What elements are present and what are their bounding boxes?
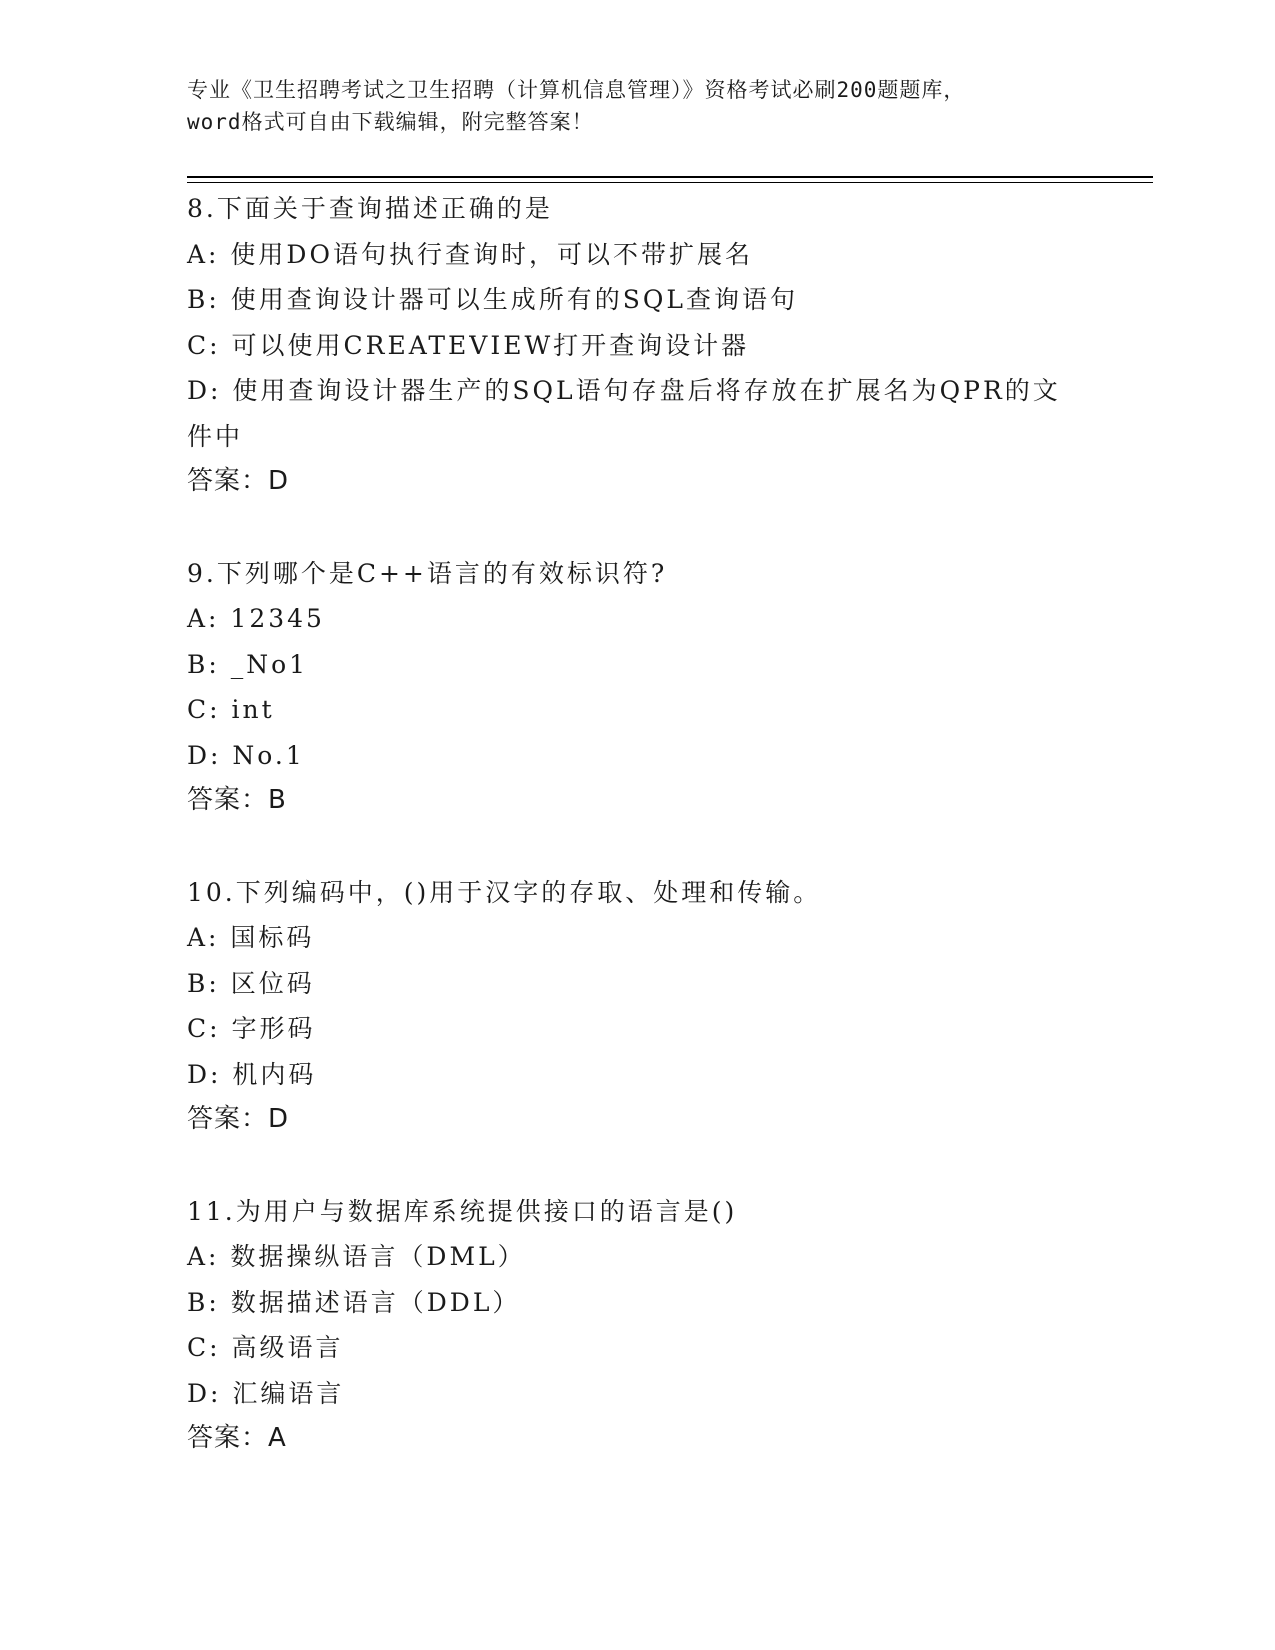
header-line-2: word格式可自由下载编辑，附完整答案！ [187, 110, 594, 134]
option-b: B: 数据描述语言（DDL） [187, 1287, 521, 1317]
header-line-1: 专业《卫生招聘考试之卫生招聘（计算机信息管理）》资格考试必刷200题题库， [187, 78, 966, 102]
document-header [187, 74, 1087, 138]
question-11 [187, 1189, 1087, 1462]
question-8 [187, 186, 1087, 505]
option-b: B: 使用查询设计器可以生成所有的SQL查询语句 [187, 285, 798, 314]
question-stem: 9.下列哪个是C++语言的有效标识符? [187, 558, 668, 588]
option-d: D: 机内码 [187, 1059, 317, 1089]
question-list [187, 186, 1087, 1508]
header-divider-thin [187, 182, 1153, 183]
answer-line: 答案：B [187, 785, 287, 815]
question-stem: 10.下列编码中，()用于汉字的存取、处理和传输。 [187, 877, 822, 907]
option-d: D: 汇编语言 [187, 1378, 345, 1408]
question-9 [187, 551, 1087, 824]
option-d-continuation: 件中 [187, 421, 244, 451]
answer-line: 答案：A [187, 1423, 287, 1453]
answer-line: 答案：D [187, 1104, 290, 1134]
option-b: B: 区位码 [187, 968, 315, 998]
question-stem: 11.为用户与数据库系统提供接口的语言是() [187, 1196, 738, 1226]
option-c: C: 可以使用CREATEVIEW打开查询设计器 [187, 330, 750, 360]
question-10 [187, 870, 1087, 1143]
option-b: B: _No1 [187, 649, 309, 679]
header-divider-thick [187, 176, 1153, 178]
option-d: D: 使用查询设计器生产的SQL语句存盘后将存放在扩展名为QPR的文 [187, 376, 1061, 405]
question-stem: 8.下面关于查询描述正确的是 [187, 194, 553, 223]
option-a: A: 数据操纵语言（DML） [187, 1242, 526, 1271]
option-c: C: 字形码 [187, 1014, 316, 1043]
option-a: A: 12345 [187, 604, 325, 633]
answer-line: 答案：D [187, 466, 290, 496]
option-a: A: 国标码 [187, 923, 315, 952]
option-a: A: 使用DO语句执行查询时，可以不带扩展名 [187, 239, 753, 269]
option-d: D: No.1 [187, 740, 305, 770]
option-c: C: 高级语言 [187, 1333, 344, 1362]
option-c: C: int [187, 695, 275, 724]
